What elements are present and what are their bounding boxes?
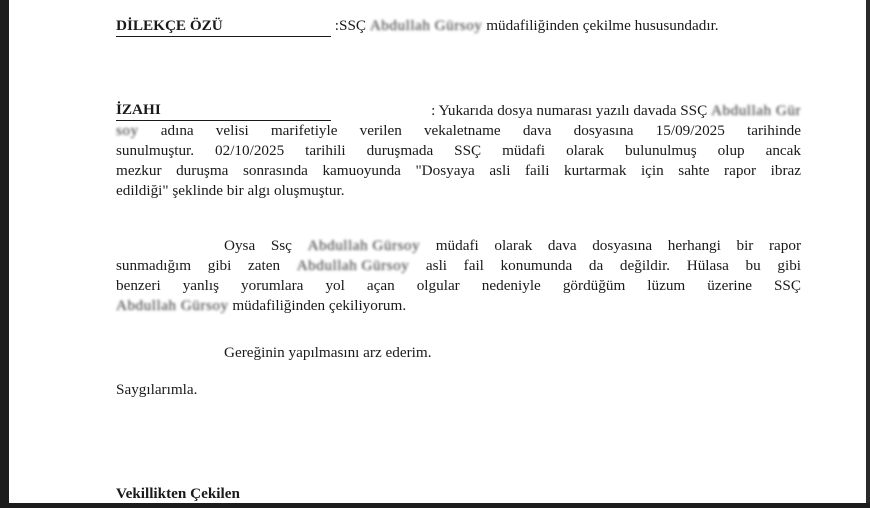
explanation-line1 — [431, 101, 801, 121]
statement-paragraph — [116, 236, 801, 316]
explanation-line1-text: : Yukarıda dosya numarası yazılı davada SSÇ — [431, 102, 708, 119]
statement-line4 — [116, 296, 801, 316]
scan-frame-right — [866, 0, 870, 508]
signature-label: Vekillikten Çekilen — [116, 485, 240, 502]
closing-regards: Saygılarımla. — [116, 381, 198, 398]
request-line: Gereğinin yapılmasını arz ederim. — [224, 344, 432, 361]
redacted-name: Abdullah Gürsoy — [116, 297, 229, 314]
statement-line4-rest: müdafiliğinden çekiliyorum. — [232, 297, 407, 314]
redacted-name: Abdullah Gürsoy — [369, 17, 483, 34]
subject-label: DİLEKÇE ÖZÜ — [116, 16, 331, 37]
statement-line2 — [116, 256, 801, 276]
subject-text — [335, 17, 719, 34]
explanation-label: İZAHI — [116, 100, 331, 121]
subject-suffix: müdafiliğinden çekilme hususundadır. — [486, 17, 719, 34]
explanation-line5: edildiği" şeklinde bir algı oluşmuştur. — [116, 182, 345, 199]
statement-line1 — [116, 236, 801, 256]
redacted-name: Abdullah Gür — [711, 102, 801, 119]
statement-line1-rest: müdafi olarak dava dosyasına herhangi bir rapor — [435, 237, 802, 254]
redacted-name: Abdullah Gürsoy — [307, 237, 421, 254]
explanation-line4: mezkur duruşma sonrasında kamuoyunda "Dosyaya asli faili kurtarmak için sahte rapor ibraz — [116, 162, 801, 179]
scan-frame-left — [0, 0, 9, 508]
statement-line1-start: Oysa Ssç — [224, 237, 292, 254]
explanation-first-line — [116, 100, 801, 121]
petition-subject — [116, 16, 801, 37]
redacted-name: soy — [116, 122, 139, 139]
redacted-name: Abdullah Gürsoy — [296, 257, 410, 274]
statement-line2-rest: asli fail konumunda da değildir. Hülasa bu gibi — [425, 257, 802, 274]
explanation-line2-text: adına velisi marifetiyle verilen vekaletname dava dosyasına 15/09/2025 tarihinde — [160, 122, 802, 139]
explanation-paragraph — [116, 100, 801, 201]
explanation-line2 — [116, 121, 801, 141]
statement-line2-start: sunmadığım gibi zaten — [116, 257, 281, 274]
explanation-line3: sunulmuştur. 02/10/2025 tarihili duruşmada SSÇ müdafi olarak bulunulmuş olup ancak — [116, 142, 801, 159]
statement-line3: benzeri yanlış yorumlara yol açan olgular nedeniyle gördüğüm lüzum üzerine SSÇ — [116, 277, 801, 294]
subject-prefix: :SSÇ — [334, 17, 367, 34]
